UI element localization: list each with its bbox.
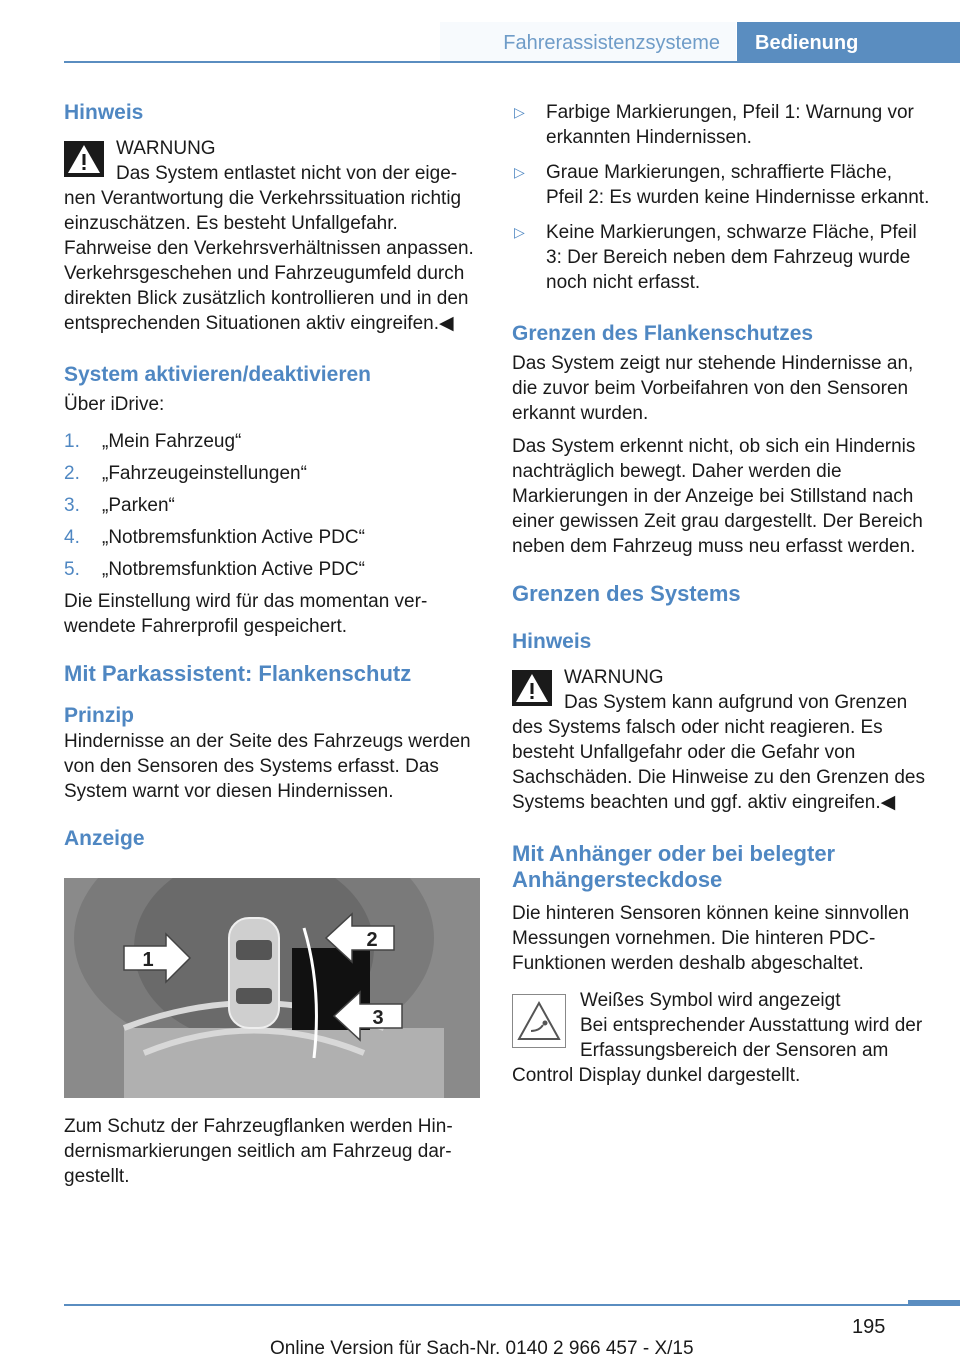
flank-paragraph-1: Das System zeigt nur stehende Hindernisse an, die zuvor beim Vorbeifahren von den Sensoren erkannt wurden. (512, 353, 914, 424)
list-item: ▷ Keine Markierungen, schwarze Fläche, Pfeil 3: Der Bereich neben dem Fahrzeug wurde noch nicht erfasst. (514, 222, 917, 293)
warning-icon (64, 141, 104, 177)
trailer-heading: Mit Anhänger oder bei belegter Anhängersteckdose (512, 841, 836, 892)
warning-label: WARNUNG (116, 138, 216, 159)
bullet-triangle-icon: ▷ (514, 164, 525, 180)
symbol-text: Bei entsprechender Ausstattung wird der Erfassungsbereich der Sensoren am Control Display dunkel dargestellt. (512, 1015, 923, 1086)
figure-caption: Zum Schutz der Fahrzeugflanken werden Hindernismarkierungen seitlich am Fahrzeug dargestellt. (64, 1116, 453, 1187)
header-rule (64, 61, 960, 63)
display-heading: Anzeige (64, 827, 145, 850)
principle-heading: Prinzip (64, 704, 135, 727)
online-version: Online Version für Sach-Nr. 0140 2 966 457 - X/15 (270, 1338, 694, 1359)
bullet-triangle-icon: ▷ (514, 224, 525, 240)
principle-text: Hindernisse an der Seite des Fahrzeugs werden von den Sensoren des Systems erfasst. Das System warnt vor diesen Hindernissen. (64, 731, 471, 802)
symbol-block (512, 988, 930, 1088)
list-item: 1. „Mein Fahrzeug“ (64, 431, 242, 452)
svg-text:3: 3 (372, 1007, 384, 1029)
footer-rule (64, 1304, 960, 1306)
warning-icon (512, 670, 552, 706)
trailer-warning-symbol-icon (512, 994, 566, 1048)
left-column (64, 100, 480, 1189)
system-limits-heading: Grenzen des Systems (512, 581, 741, 606)
list-item: ▷ Farbige Markierungen, Pfeil 1: Warnung vor erkannten Hindernissen. (514, 102, 914, 148)
warning-text-right: Das System kann aufgrund von Grenzen des Systems falsch oder nicht reagieren. Es besteht Unfallgefahr oder die Gefahr von Sachschäden. Die Hinweise zu den Grenzen des Systems beachten und ggf. aktiv eingreifen.◀ (512, 692, 925, 813)
activate-heading: System aktivieren/deaktivieren (64, 363, 372, 386)
steps-list (64, 429, 480, 582)
note-heading: Hinweis (64, 101, 144, 124)
header-tab (737, 22, 960, 63)
flank-limits-heading: Grenzen des Flankenschutzes (512, 322, 814, 345)
page-number: 195 (852, 1316, 886, 1338)
setting-note: Die Einstellung wird für das momentan verwendete Fahrerprofil gespeichert. (64, 591, 428, 637)
warning-label-right: WARNUNG (564, 667, 664, 688)
marking-list (512, 100, 930, 295)
header-section (440, 22, 736, 62)
trailer-text: Die hinteren Sensoren können keine sinnvollen Messungen vornehmen. Die hinteren PDC-Funktionen werden deshalb abgeschaltet. (512, 903, 910, 974)
header-section-label: Fahrerassistenzsysteme (503, 32, 720, 54)
list-item: 4. „Notbremsfunktion Active PDC“ (64, 527, 365, 548)
list-item: 3. „Parken“ (64, 495, 175, 516)
car-icon (229, 918, 279, 1028)
park-heading: Mit Parkassistent: Flankenschutz (64, 661, 412, 686)
warning-block (64, 136, 480, 336)
list-item: 2. „Fahrzeugeinstellungen“ (64, 463, 307, 484)
note-heading-right: Hinweis (512, 630, 592, 653)
flank-paragraph-2: Das System erkennt nicht, ob sich ein Hindernis nachträglich bewegt. Daher werden die Markierungen in der Anzeige bei Stillstand nach einer gewissen Zeit grau dargestellt. Der Bereich neben dem Fahrzeug muss neu erfasst werden. (512, 436, 923, 557)
idrive-label: Über iDrive: (64, 394, 165, 415)
symbol-title: Weißes Symbol wird angezeigt (580, 990, 841, 1011)
flank-protection-figure (64, 878, 480, 1098)
warning-block-right (512, 665, 930, 815)
svg-text:1: 1 (142, 949, 154, 971)
header-tab-label: Bedienung (755, 32, 859, 54)
list-item: 5. „Notbremsfunktion Active PDC“ (64, 559, 365, 580)
right-column (512, 100, 930, 1088)
svg-text:2: 2 (366, 929, 378, 951)
bullet-triangle-icon: ▷ (514, 104, 525, 120)
list-item: ▷ Graue Markierungen, schraffierte Fläche, Pfeil 2: Es wurden keine Hindernisse erkannt. (514, 162, 930, 208)
warning-text: Das System entlastet nicht von der eigenen Verantwortung die Verkehrssituation richtig einzuschätzen. Es besteht Unfallgefahr. Fahrweise den Verkehrsverhältnissen anpassen. Verkehrsgeschehen und Fahrzeugumfeld durch direkten Blick zusätzlich kontrollieren und in den entsprechenden Situationen aktiv eingreifen.◀ (64, 163, 474, 334)
